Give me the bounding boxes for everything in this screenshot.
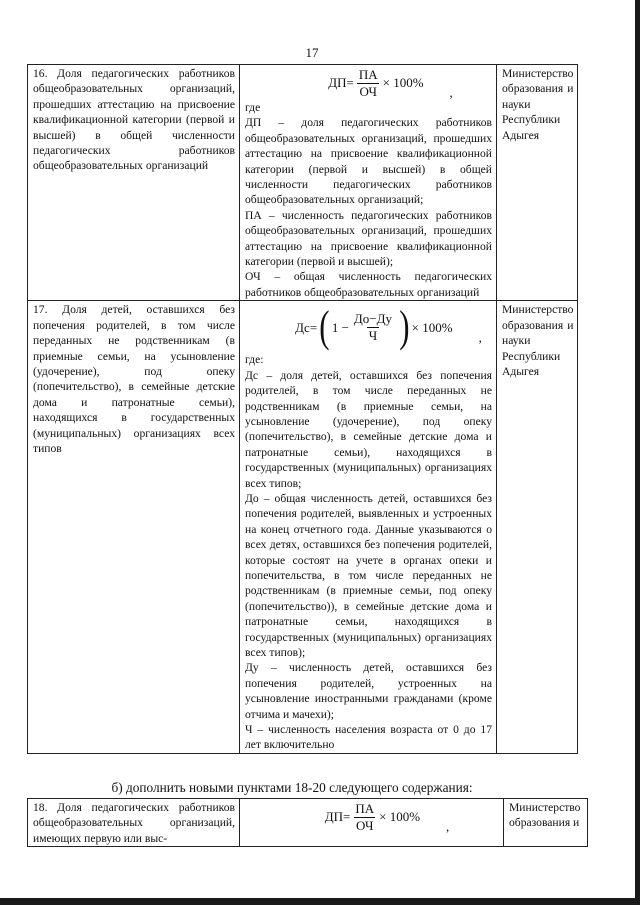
formula-numerator: ПА <box>355 801 375 817</box>
formula-eq: = <box>346 75 354 91</box>
formula-fraction <box>352 311 394 343</box>
formula-close-paren: ) <box>399 302 410 352</box>
row17-method <box>240 301 497 754</box>
definition: Ду – численность детей, оставшихся без попечения родителей, устроенных на усыновление иностранными гражданами (кроме отчима и мачехи); <box>245 661 492 721</box>
formula-numerator: До−Ду <box>353 311 392 327</box>
row17-indicator: 17. Доля детей, оставшихся без попечения родителей, в том числе переданных не родственникам (в приемные семьи, на усыновление (удочерение), под опеку (попечительство), в семейные детские дома и патронатные семьи), находящихся в государственных (муниципальных) организациях всех типов <box>28 301 240 754</box>
formula-fraction <box>353 801 376 833</box>
row17-responsible: Министерство образования и науки Республики Адыгея <box>497 301 578 754</box>
scan-edge-bottom <box>0 898 640 905</box>
formula-one-minus: 1 − <box>331 319 349 335</box>
formula-lhs: Дс <box>295 319 310 335</box>
definition: ОЧ – общая численность педагогических работников общеобразовательных организаций <box>245 270 492 299</box>
table-row-18 <box>28 799 588 847</box>
formula-eq: = <box>342 809 351 825</box>
indicator-table-continued <box>27 798 588 847</box>
formula-comma: , <box>446 819 450 835</box>
row18-indicator: 18. Доля педагогических работников общеобразовательных организаций, имеющих первую или выс- <box>28 799 240 847</box>
scan-edge-right <box>635 0 640 905</box>
indicator-table <box>27 64 578 754</box>
definition: Дс – доля детей, оставшихся без попечения родителей, в том числе переданных не родственникам (в приемные семьи, на усыновление (удочерение), под опеку (попечительство), в семейные детские дома и патронатные семьи), находящихся в государственных (муниципальных) организациях всех типов; <box>245 368 492 490</box>
table-row-16 <box>28 65 578 301</box>
definition: До – общая численность детей, оставшихся без попечения родителей, выявленных и устроенных на конец отчетного года. Данные указываются о всех детях, оставшихся без попечения родителей, которые состоят на учете в органах опеки и попечительства, в том числе переданных не родственникам (в приемные семьи, под опеку (попечительство)), в семейные детские дома и патронатные семьи, находящихся в государственных (муниципальных) организациях всех типов); <box>245 491 492 659</box>
section-subheading: б) дополнить новыми пунктами 18-20 следующего содержания: <box>111 780 473 795</box>
formula-fraction <box>357 67 380 99</box>
formula-eq: = <box>309 319 318 335</box>
where-label: где <box>245 101 261 114</box>
definition: ПА – численность педагогических работников общеобразовательных организаций, прошедших аттестацию на присвоение квалификационной категории (первой и высшей); <box>245 208 492 269</box>
formula-open-paren: ( <box>319 302 330 352</box>
row16-formula <box>289 66 492 100</box>
row16-indicator: 16. Доля педагогических работников общеобразовательных организаций, прошедших аттестацию на присвоение квалификационной категории (первой и высшей) в общей численности педагогических работников общеобразовательных организаций <box>28 65 240 301</box>
row18-responsible: Министерство образования и <box>504 799 588 847</box>
formula-denominator: ОЧ <box>359 83 377 99</box>
row18-formula <box>275 800 499 834</box>
row17-formula <box>285 302 492 352</box>
formula-tail: × 100% <box>382 75 424 91</box>
table-row-17 <box>28 301 578 754</box>
formula-lhs: ДП <box>328 75 347 91</box>
row16-responsible: Министерство образования и науки Республики Адыгея <box>497 65 578 301</box>
formula-tail: × 100% <box>379 809 421 825</box>
row16-method <box>240 65 497 301</box>
row18-method <box>240 799 504 847</box>
definition: Ч – численность населения возраста от 0 до 17 лет включительно <box>245 723 492 752</box>
formula-comma: , <box>449 85 453 101</box>
formula-denominator: ОЧ <box>355 817 374 833</box>
definition: ДП – доля педагогических работников общеобразовательных организаций, прошедших аттестацию на присвоение квалификационной категории (первой и высшей) в общей численности педагогических работников общеобразовательных организаций; <box>245 116 492 207</box>
where-label: где: <box>245 353 264 367</box>
page-number: 17 <box>305 45 319 60</box>
formula-tail: × 100% <box>411 319 453 335</box>
formula-denominator: Ч <box>368 327 378 343</box>
formula-numerator: ПА <box>358 67 378 83</box>
formula-comma: , <box>478 329 482 345</box>
formula-lhs: ДП <box>324 809 343 825</box>
